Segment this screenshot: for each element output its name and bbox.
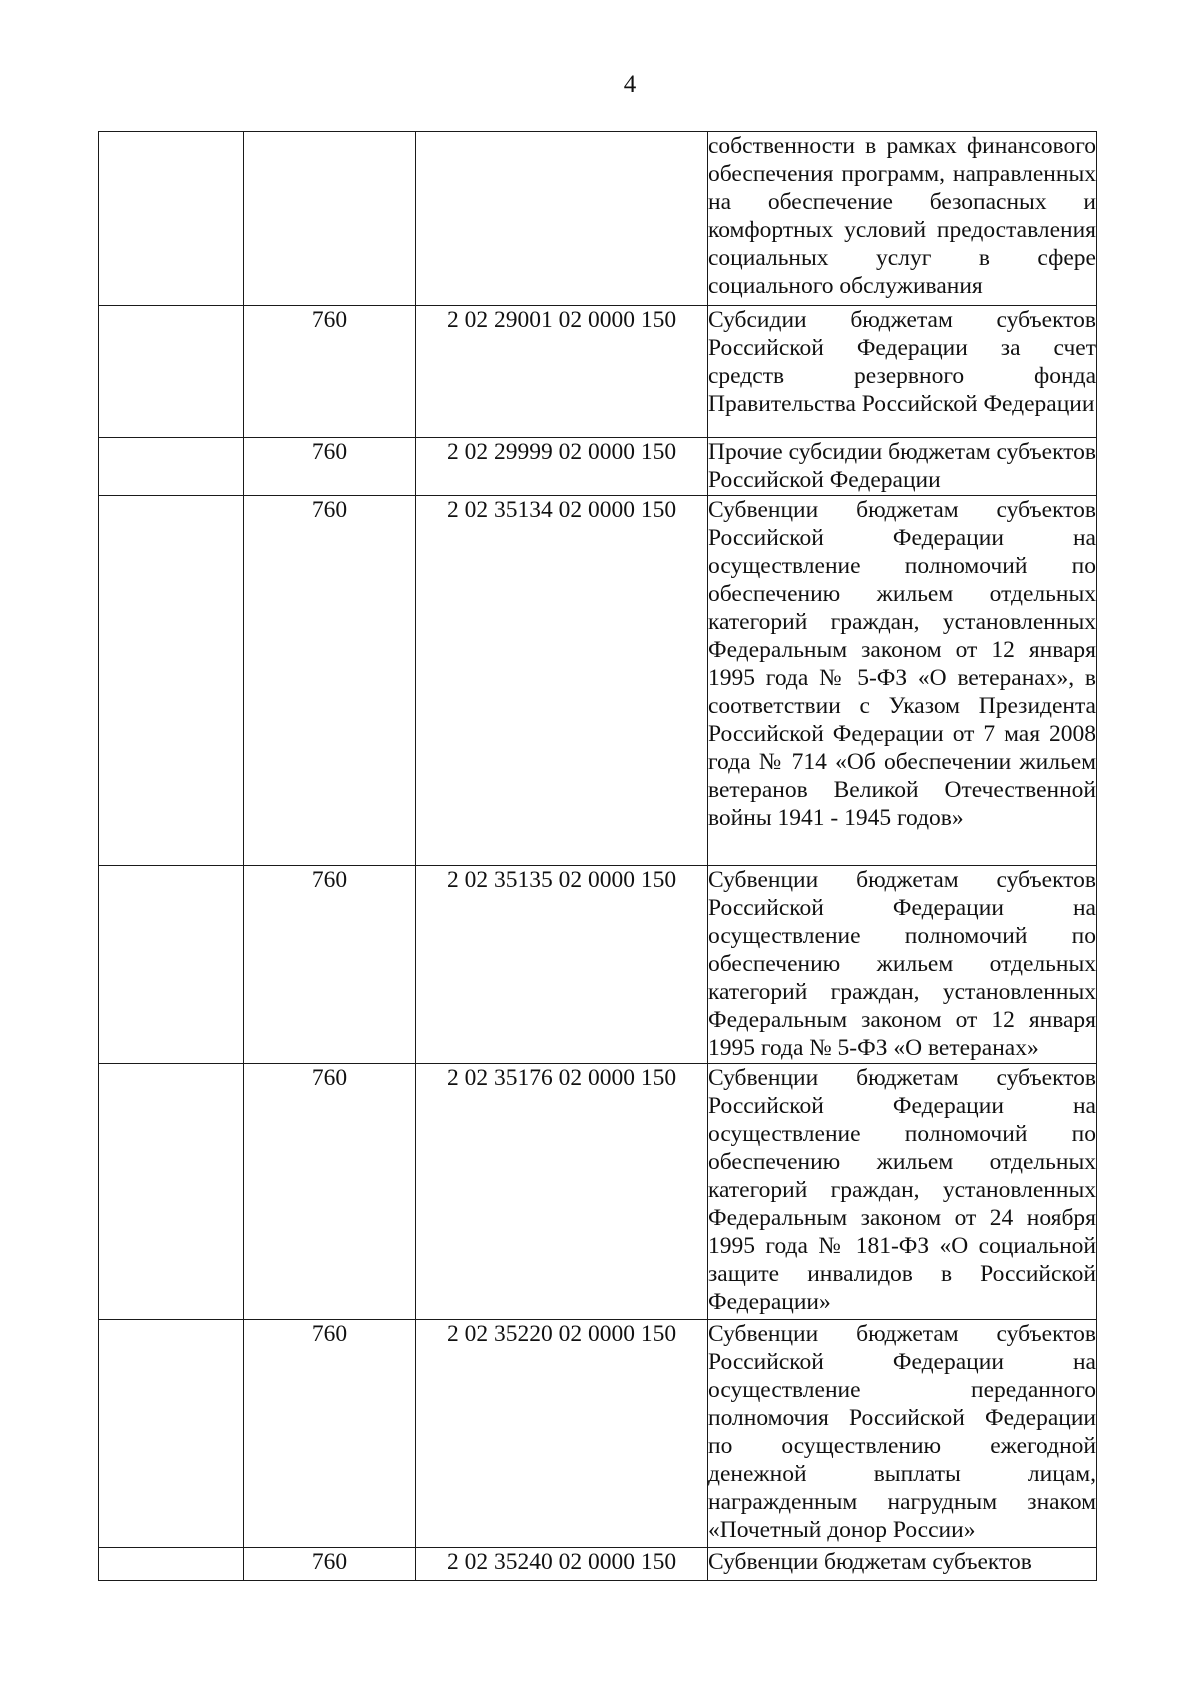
kbk-code-cell xyxy=(416,132,708,306)
kbk-code-cell: 2 02 35240 02 0000 150 xyxy=(416,1548,708,1581)
admin-code-cell: 760 xyxy=(244,438,416,496)
description-cell xyxy=(708,438,1097,496)
table-row xyxy=(99,1548,1097,1581)
empty-cell xyxy=(99,306,244,438)
description-cell xyxy=(708,1548,1097,1581)
budget-revenue-table xyxy=(98,131,1097,1581)
table-row xyxy=(99,132,1097,306)
description-cell xyxy=(708,306,1097,438)
table-row xyxy=(99,306,1097,438)
admin-code-cell: 760 xyxy=(244,306,416,438)
kbk-code-cell: 2 02 35134 02 0000 150 xyxy=(416,496,708,866)
admin-code-cell: 760 xyxy=(244,866,416,1064)
empty-cell xyxy=(99,866,244,1064)
admin-code-cell: 760 xyxy=(244,1064,416,1320)
kbk-code-cell: 2 02 29001 02 0000 150 xyxy=(416,306,708,438)
admin-code-cell: 760 xyxy=(244,496,416,866)
kbk-code-cell: 2 02 35220 02 0000 150 xyxy=(416,1320,708,1548)
kbk-code-cell: 2 02 35135 02 0000 150 xyxy=(416,866,708,1064)
description-text: Субвенции бюджетам субъектов Российской Федерации на осуществление полномочий по обеспечению жильем отдельных категорий граждан, установленных Федеральным законом от 24 ноября 1995 года № 181-ФЗ «О социальной защите инвалидов в Российской Федерации» xyxy=(708,1065,1096,1315)
description-text: Субвенции бюджетам субъектов xyxy=(708,1549,1032,1575)
empty-cell xyxy=(99,1320,244,1548)
description-cell xyxy=(708,866,1097,1064)
table-row xyxy=(99,438,1097,496)
table-row xyxy=(99,1320,1097,1548)
kbk-code-cell: 2 02 29999 02 0000 150 xyxy=(416,438,708,496)
table-row xyxy=(99,496,1097,866)
description-text: Прочие субсидии бюджетам субъектов Российской Федерации xyxy=(708,439,1096,493)
admin-code-cell xyxy=(244,132,416,306)
kbk-code-cell: 2 02 35176 02 0000 150 xyxy=(416,1064,708,1320)
page-number: 4 xyxy=(623,71,637,98)
description-text: Субвенции бюджетам субъектов Российской Федерации на осуществление полномочий по обеспечению жильем отдельных категорий граждан, установленных Федеральным законом от 12 января 1995 года № 5-ФЗ «О ветеранах», в соответствии с Указом Президента Российской Федерации от 7 мая 2008 года № 714 «Об обеспечении жильем ветеранов Великой Отечественной войны 1941 - 1945 годов» xyxy=(708,497,1096,831)
empty-cell xyxy=(99,438,244,496)
description-text: Субвенции бюджетам субъектов Российской Федерации на осуществление полномочий по обеспечению жильем отдельных категорий граждан, установленных Федеральным законом от 12 января 1995 года № 5-ФЗ «О ветеранах» xyxy=(708,867,1096,1061)
empty-cell xyxy=(99,132,244,306)
empty-cell xyxy=(99,1548,244,1581)
description-text: Субсидии бюджетам субъектов Российской Федерации за счет средств резервного фонда Правительства Российской Федерации xyxy=(708,307,1096,417)
description-text: собственности в рамках финансового обеспечения программ, направленных на обеспечение безопасных и комфортных условий предоставления социальных услуг в сфере социального обслуживания xyxy=(708,133,1096,299)
description-cell xyxy=(708,1064,1097,1320)
admin-code-cell: 760 xyxy=(244,1320,416,1548)
empty-cell xyxy=(99,1064,244,1320)
empty-cell xyxy=(99,496,244,866)
description-cell xyxy=(708,496,1097,866)
description-text: Субвенции бюджетам субъектов Российской Федерации на осуществление переданного полномочия Российской Федерации по осуществлению ежегодной денежной выплаты лицам, награжденным нагрудным знаком «Почетный донор России» xyxy=(708,1321,1096,1543)
table-row xyxy=(99,866,1097,1064)
description-cell xyxy=(708,1320,1097,1548)
description-cell xyxy=(708,132,1097,306)
table-row xyxy=(99,1064,1097,1320)
admin-code-cell: 760 xyxy=(244,1548,416,1581)
